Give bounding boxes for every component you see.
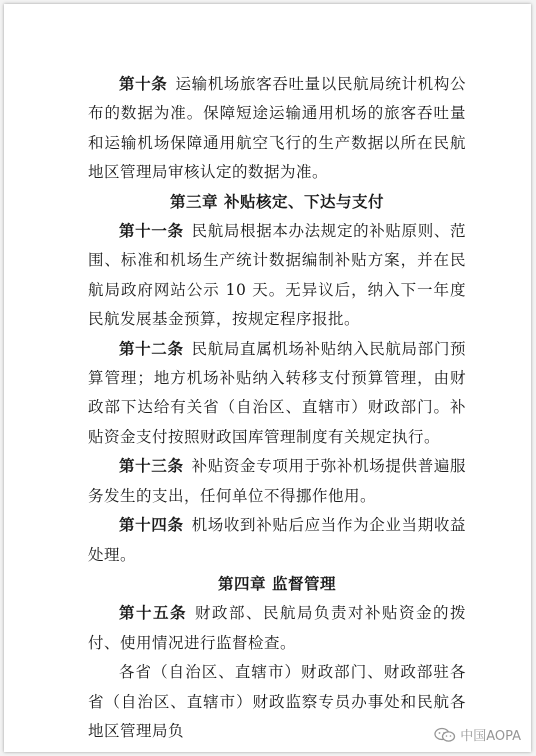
paragraph-text: 各省（自治区、直辖市）财政部门、财政部驻各省（自治区、直辖市）财政监察专员办事处和民航各地区管理局负 — [88, 663, 466, 740]
article-12 — [88, 335, 466, 453]
article-label: 第十条 — [119, 75, 168, 93]
article-text: 机场收到补贴后应当作为企业当期收益处理。 — [88, 516, 466, 564]
article-label: 第十三条 — [119, 457, 184, 476]
article-15 — [88, 599, 466, 658]
article-text: 财政部、民航局负责对补贴资金的拨付、使用情况进行监督检查。 — [88, 604, 466, 652]
article-label: 第十一条 — [119, 222, 184, 241]
article-11 — [88, 217, 466, 335]
chapter-heading: 第三章 补贴核定、下达与支付 — [170, 192, 384, 211]
article-14 — [88, 511, 466, 570]
article-13 — [88, 452, 466, 511]
watermark — [434, 725, 521, 744]
chapter-heading: 第四章 监督管理 — [218, 574, 336, 593]
document-page — [4, 4, 531, 752]
article-10 — [88, 70, 466, 188]
paragraph — [88, 658, 466, 746]
article-text: 民航局直属机场补贴纳入民航局部门预算管理；地方机场补贴纳入转移支付预算管理，由财政部下达给有关省（自治区、直辖市）财政部门。补贴资金支付按照财政国库管理制度有关规定执行。 — [88, 339, 466, 446]
article-text: 补贴资金专项用于弥补机场提供普遍服务发生的支出，任何单位不得挪作他用。 — [88, 457, 466, 505]
watermark-text: 中国AOPA — [460, 729, 521, 744]
wechat-icon — [434, 727, 456, 743]
article-label: 第十二条 — [119, 339, 184, 358]
article-text: 民航局根据本办法规定的补贴原则、范围、标准和机场生产统计数据编制补贴方案，并在民航局政府网站公示 10 天。无异议后，纳入下一年度民航发展基金预算，按规定程序报批。 — [88, 222, 466, 329]
article-label: 第十四条 — [119, 516, 184, 535]
document-body — [88, 70, 466, 746]
article-label: 第十五条 — [119, 604, 187, 623]
article-text: 运输机场旅客吞吐量以民航局统计机构公布的数据为准。保障短途运输通用机场的旅客吞吐量和运输机场保障通用航空飞行的生产数据以所在民航地区管理局审核认定的数据为准。 — [88, 75, 466, 182]
